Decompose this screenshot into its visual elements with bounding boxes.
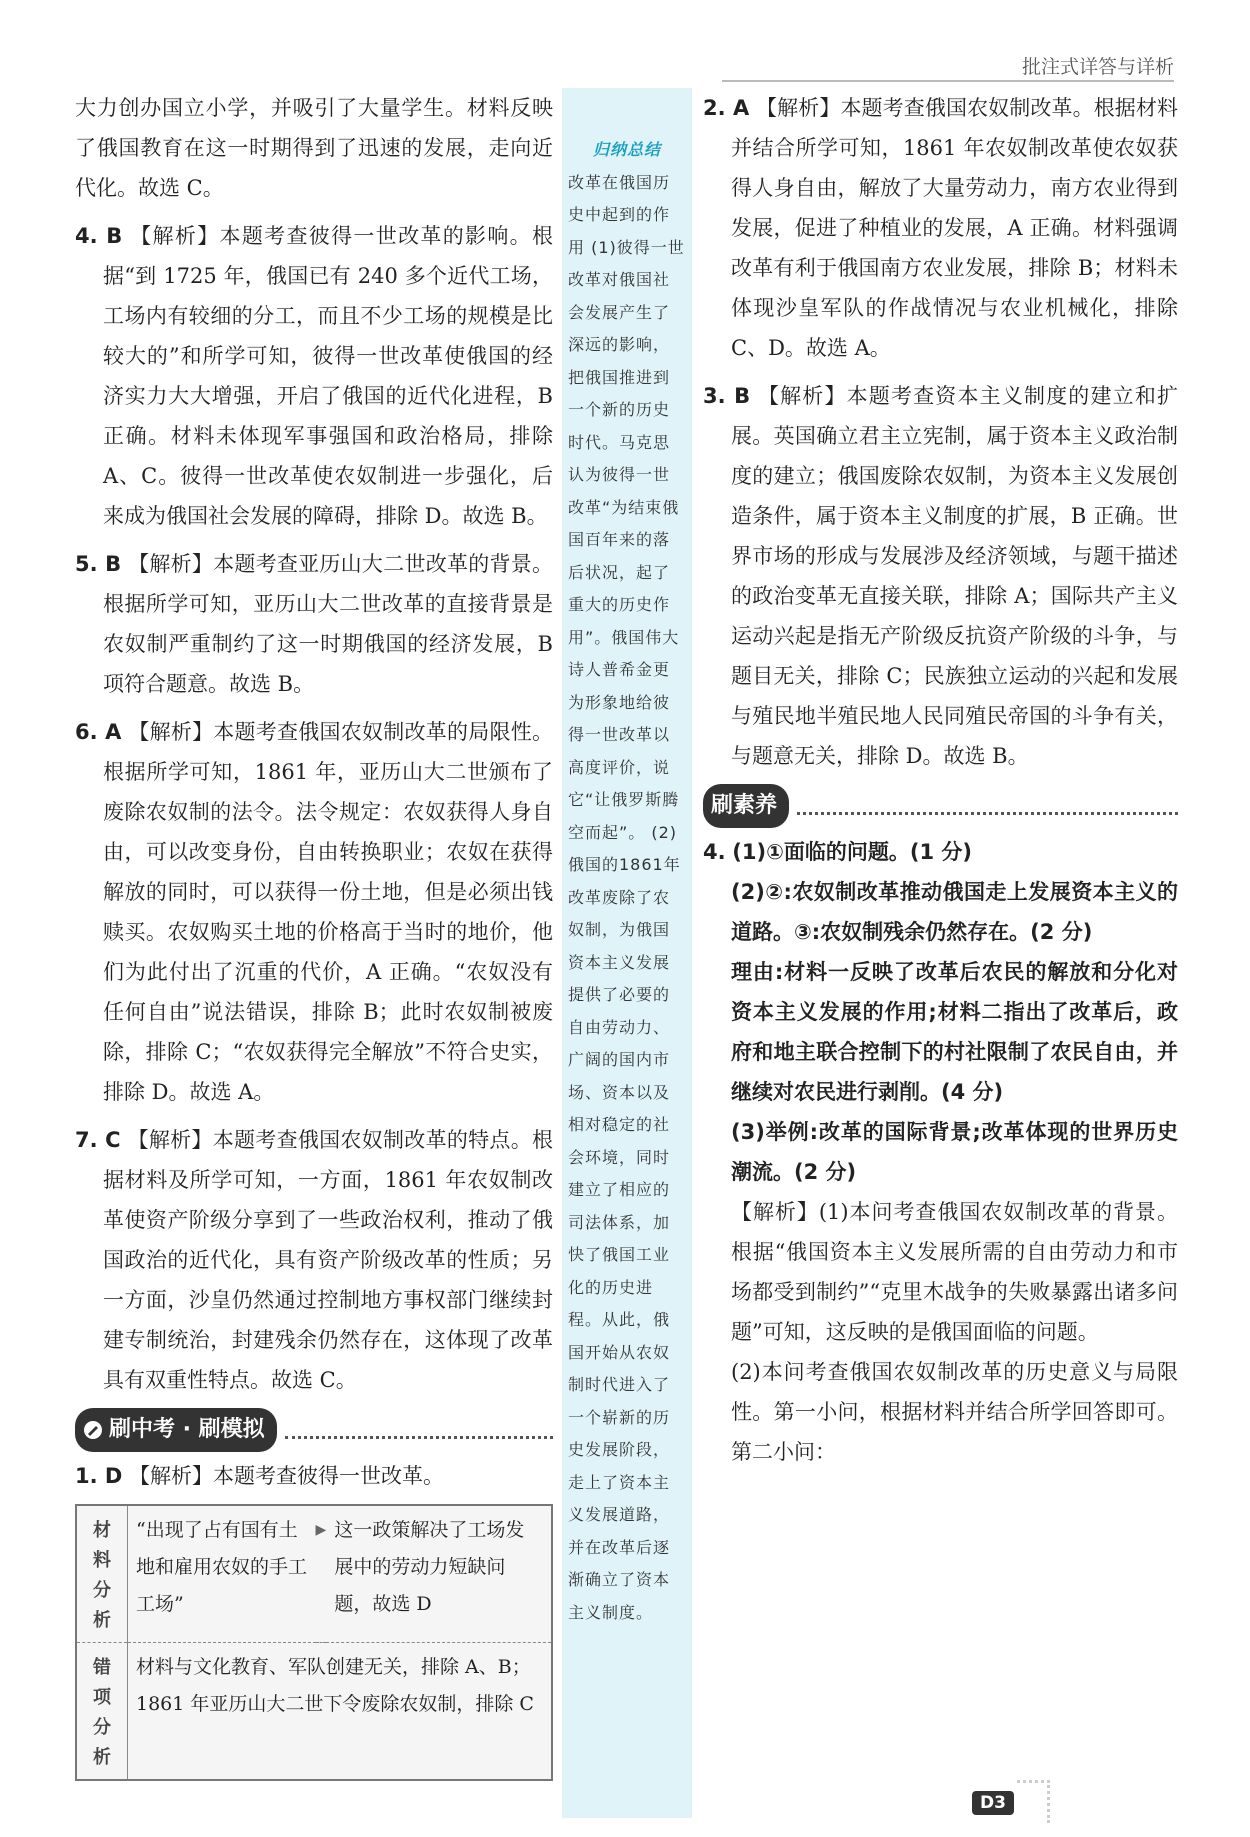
table-cell-wrong-options: 材料与文化教育、军队创建无关，排除 A、B；1861 年亚历山大二世下令废除农奴制，排除 C [136,1656,534,1715]
intro-paragraph: 大力创办国立小学，并吸引了大量学生。材料反映了俄国教育在这一时期得到了迅速的发展，走向近代化。故选 C。 [75,96,553,200]
answer-7 [75,1120,553,1400]
section-heading-exam [75,1408,553,1452]
arrow-right-icon: ▶ [316,1505,327,1643]
analysis-table [75,1504,553,1781]
explanation-2: (2)本问考查俄国农奴制改革的历史意义与局限性。第一小问，根据材料并结合所学回答即可。第二小问： [731,1360,1178,1464]
answer-3-text: 【解析】本题考查资本主义制度的建立和扩展。英国确立君主立宪制，属于资本主义政治制度的建立；俄国废除农奴制，为资本主义发展创造条件，属于资本主义制度的扩展，B 正确。世界市场的形成与发展涉及经济领域，与题干描述的政治变革无直接关联，排除 A；国际共产主义运动兴起是指无产阶级反抗资产阶级的斗争，与题目无关，排除 C；民族独立运动的兴起和发展与殖民地半殖民地人民同殖民帝国的斗争有关，与题意无关，排除 D。故选 B。 [731,384,1178,768]
table-cell-quote: “出现了占有国有土地和雇用农奴的手工工场” [128,1505,316,1643]
section-heading-literacy [703,784,1178,828]
answer-2 [703,88,1178,368]
answer-6 [75,712,553,1112]
corner-decoration [1017,1780,1050,1823]
table-row [76,1505,552,1643]
answer-4-literacy [703,832,1178,1472]
answer-5-text: 【解析】本题考查亚历山大二世改革的背景。根据所学可知，亚历山大二世改革的直接背景是农奴制严重制约了这一时期俄国的经济发展，B 项符合题意。故选 B。 [103,552,553,696]
table-label-material: 材料分析 [76,1505,128,1643]
header-divider [722,80,1174,82]
answer-6-text: 【解析】本题考查俄国农奴制改革的局限性。根据所学可知，1861 年，亚历山大二世颁布了废除农奴制的法令。法令规定：农奴获得人身自由，可以改变身份，自由转换职业；农奴在获得解放的同时，可以获得一份土地，但是必须出钱赎买。农奴购买土地的价格高于当时的地价，他们为此付出了沉重的代价，A 正确。“农奴没有任何自由”说法错误，排除 B；此时农奴制被废除，排除 C；“农奴获得完全解放”不符合史实，排除 D。故选 A。 [103,720,553,1104]
answer-reason: 理由:材料一反映了改革后农民的解放和分化对资本主义发展的作用;材料二指出了改革后，政府和地主联合控制下的村社限制了农民自由，并继续对农民进行剥削。(4 分) [731,960,1178,1104]
answer-2-number: 2. A [703,96,750,120]
answer-7-number: 7. C [75,1128,121,1152]
table-label-wrong: 错项分析 [76,1643,128,1781]
section-title: 刷中考 · 刷模拟 [109,1417,265,1442]
answer-1-text: 【解析】本题考查彼得一世改革。 [129,1464,445,1488]
answer-1 [75,1456,553,1496]
table-row [76,1643,552,1781]
table-cell-conclusion: 这一政策解决了工场发展中的劳动力短缺问题，故选 D [326,1505,552,1643]
answer-part-1: (1)①面临的问题。(1 分) [732,840,972,864]
answer-1-number: 1. D [75,1464,123,1488]
explanation-1: 【解析】(1)本问考查俄国农奴制改革的背景。根据“俄国资本主义发展所需的自由劳动力和市场都受到制约”“克里木战争的失败暴露出诸多问题”可知，这反映的是俄国面临的问题。 [731,1200,1178,1344]
answer-4 [75,216,553,536]
page-header: 批注式详答与详析 [1021,56,1174,78]
answer-6-number: 6. A [75,720,122,744]
summary-sidebar [562,88,692,1818]
answer-part-3: (3)举例:改革的国际背景;改革体现的世界历史潮流。(2 分) [731,1120,1178,1184]
answer-3-number: 3. B [703,384,751,408]
answer-4-number: 4. B [75,224,123,248]
answer-4-literacy-number: 4. [703,840,726,864]
sidebar-text: 改革在俄国历史中起到的作用 (1)彼得一世改革对俄国社会发展产生了深远的影响，把俄国推进到一个新的历史时代。马克思认为彼得一世改革“为结束俄国百年来的落后状况，起了重大的历史作用”。俄国伟大诗人普希金更为形象地给彼得一世改革以高度评价，说它“让俄罗斯腾空而起”。 (2)俄国的1861年改革废除了农奴制，为俄国资本主义发展提供了必要的自由劳动力、广阔的国内市场、资本以及相对稳定的社会环境，同时建立了相应的司法体系，加快了俄国工业化的历史进程。从此，俄国开始从农奴制时代进入了一个崭新的历史发展阶段，走上了资本主义发展道路，并在改革后逐渐确立了资本主义制度。 [568,172,685,1622]
dotted-divider [285,1422,553,1439]
section-badge [703,784,789,828]
answer-7-text: 【解析】本题考查俄国农奴制改革的特点。根据材料及所学可知，一方面，1861 年农奴制改革使资产阶级分享到了一些政治权利，推动了俄国政治的近代化，具有资产阶级改革的性质；另一方面，沙皇仍然通过控制地方事权部门继续封建专制统治，封建残余仍然存在，这体现了改革具有双重性特点。故选 C。 [103,1128,554,1392]
answer-5 [75,544,553,704]
answer-5-number: 5. B [75,552,122,576]
answer-4-text: 【解析】本题考查彼得一世改革的影响。根据“到 1725 年，俄国已有 240 多个近代工场，工场内有较细的分工，而且不少工场的规模是比较大的”和所学可知，彼得一世改革使俄国的经济实力大大增强，开启了俄国的近代化进程，B 正确。材料未体现军事强国和政治格局，排除 A、C。彼得一世改革使农奴制进一步强化，后来成为俄国社会发展的障碍，排除 D。故选 B。 [103,224,553,528]
right-column [703,88,1178,1480]
dotted-divider [797,798,1178,815]
answer-2-text: 【解析】本题考查俄国农奴制改革。根据材料并结合所学可知，1861 年农奴制改革使农奴获得人身自由，解放了大量劳动力，南方农业得到发展，促进了种植业的发展，A 正确。材料强调改革有利于俄国南方农业发展，排除 B；材料未体现沙皇军队的作战情况与农业机械化，排除 C、D。故选 A。 [731,96,1178,360]
answer-3 [703,376,1178,776]
section-title: 刷素养 [711,793,778,818]
page-number: D3 [972,1791,1014,1815]
left-column [75,88,553,1781]
section-badge [75,1408,277,1452]
pen-icon [83,1420,103,1440]
answer-part-2: (2)②:农奴制改革推动俄国走上发展资本主义的道路。③:农奴制残余仍然存在。(2 分) [731,880,1178,944]
sidebar-title: 归纳总结 [592,140,661,159]
